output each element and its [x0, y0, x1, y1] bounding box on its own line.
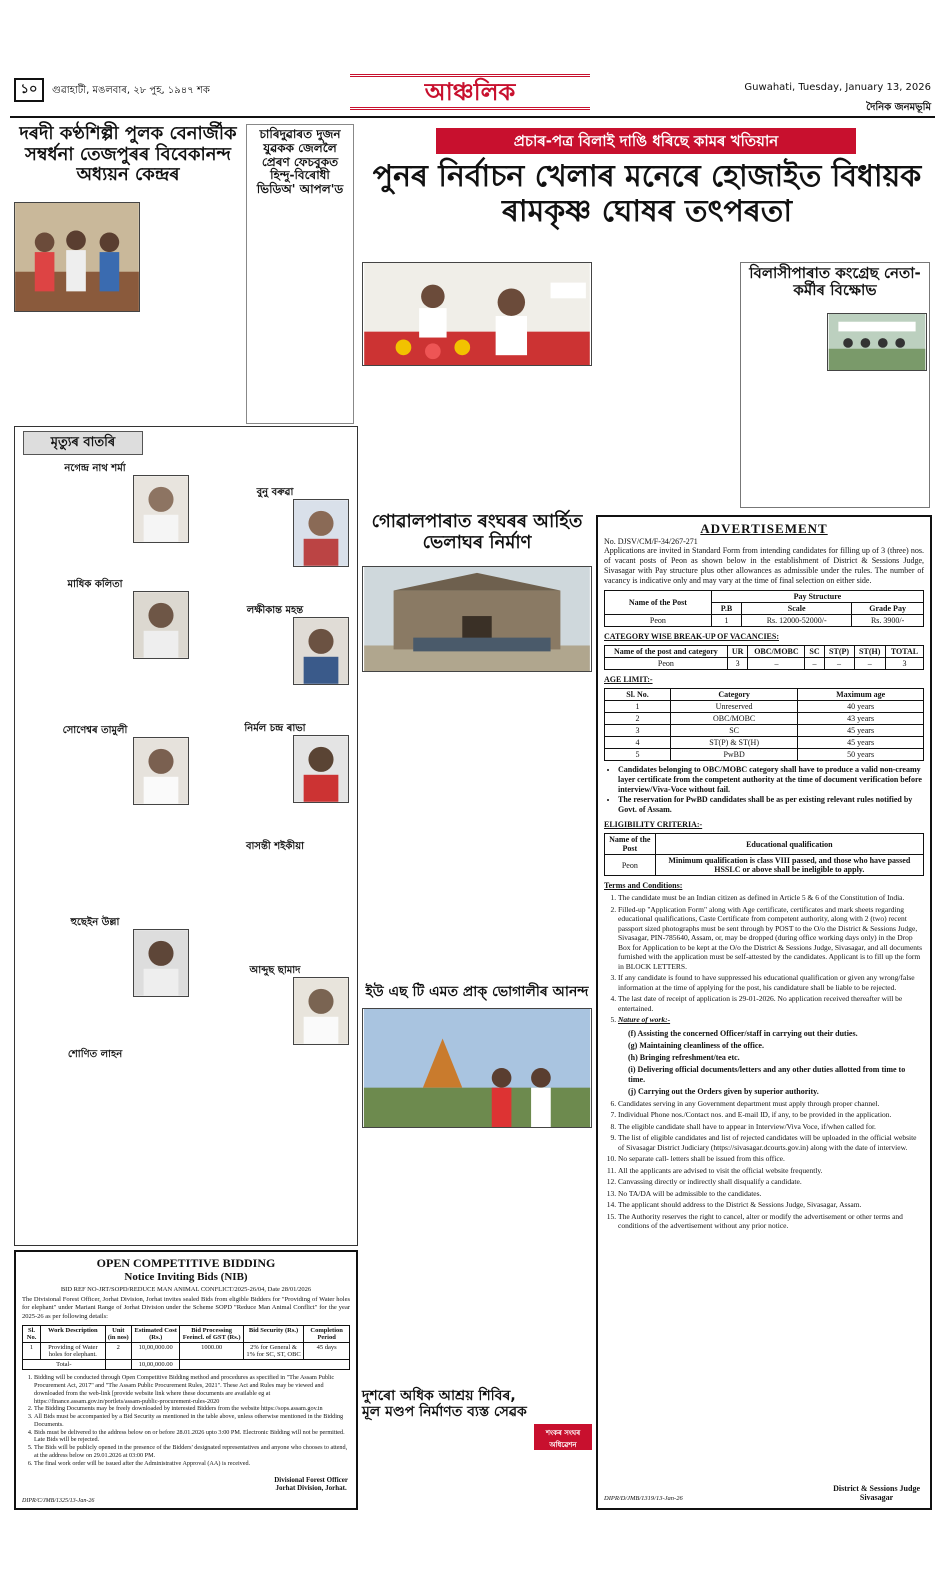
work-item: (f) Assisting the concerned Officer/staff in carrying out their duties.: [628, 1028, 858, 1038]
date-english: Guwahati, Tuesday, January 13, 2026: [744, 82, 931, 93]
obit-name: মাধিক কলিতা: [67, 579, 123, 590]
term-item-label: Nature of work:-: [618, 1015, 671, 1025]
bid-total-label: Total-: [23, 1360, 106, 1370]
ustm-headline: ইউ এছ টি এমত প্ৰাক্ ভোগালীৰ আনন্দ: [365, 984, 589, 1000]
story-shankar-sangha: [362, 1388, 592, 1510]
obit-name: আব্দুছ ছামাদ: [249, 965, 301, 976]
section-title: আঞ্চলিক: [350, 74, 590, 110]
masthead-rule: [10, 116, 935, 118]
age-cell: 40 years: [798, 701, 924, 713]
eligibility-cell: Peon: [605, 855, 656, 876]
category-header: SC: [805, 646, 824, 658]
obit-photo: [133, 475, 189, 543]
goalpara-body: [362, 676, 592, 982]
age-cell: Unreserved: [671, 701, 798, 713]
goalpara-photo: [362, 566, 592, 672]
age-cell: 45 years: [798, 725, 924, 737]
age-cell: 4: [605, 737, 671, 749]
video-body: [250, 195, 350, 420]
age-table: [604, 688, 924, 761]
tezpur-body: [14, 316, 242, 424]
bid-ref: BID REF NO-JRT/SOPD/REDUCE MAN ANIMAL CONFLICT/2025-26/04, Date 28/01/2026: [60, 1286, 312, 1293]
pay-header: Pay Structure: [711, 591, 923, 603]
category-cell: 3: [885, 658, 923, 670]
pay-header: P.B: [711, 603, 741, 615]
obit-name: সোণেশ্বৰ তামুলী: [62, 725, 128, 736]
obit-name: নিৰ্মল চন্দ্ৰ ৰাভা: [244, 723, 306, 734]
age-header: Sl. No.: [605, 689, 671, 701]
shankar-sangha-tag: শংকৰ সংঘৰ অধিৱেশন: [534, 1424, 592, 1450]
obit-text: [21, 667, 185, 717]
ad-code: DIPR/D/JMB/1319/13-Jan-26: [604, 1495, 683, 1502]
category-cell: –: [824, 658, 854, 670]
term-item: 2. Filled-up "Application Form" along with Age certificate, certificates and mark sheets regarding educational qualifications, Caste Certificate from competent authority, along with 2 (two) recent passport sized photographs must be sent through by POST to the O/o the District & Sessions Judge, Sivasagar, PIN-785640, Assam, or, may be dropped (during office working days only) in the Drop Box for Application to be kept at the O/o the District & Sessions Judge, Sivasagar, and all documents furnished with the application must be self-attested by the candidates. Applicant is to fill up the form in BLOCK LETTERS.: [618, 905, 924, 972]
bid-header: Bid Processing Feeincl. of GST (Rs.): [180, 1326, 243, 1343]
bid-header: Sl. No.: [23, 1326, 41, 1343]
work-item: (i) Delivering official documents/letters and any other duties allotted from time to time.: [628, 1064, 906, 1084]
ad-signature: District & Sessions Judge Sivasagar: [833, 1484, 920, 1502]
work-item: (j) Carrying out the Orders given by superior authority.: [628, 1086, 819, 1096]
obituaries-section: [14, 426, 358, 1246]
bid-table: [22, 1325, 350, 1370]
obit-photo: [293, 735, 349, 803]
age-header: Maximum age: [798, 689, 924, 701]
bid-cell: 2: [105, 1343, 131, 1360]
age-cell: 5: [605, 749, 671, 761]
ustm-body: [362, 1132, 592, 1384]
ad-title: ADVERTISEMENT: [700, 521, 828, 536]
tezpur-headline: দৰদী কণ্ঠশিল্পী পুলক বেনাৰ্জীক সম্বৰ্ধনা তেজপুৰৰ বিবেকানন্দ অধ্যয়ন কেন্দ্ৰৰ: [19, 123, 237, 186]
story-bilasipara: [740, 262, 930, 508]
lead-headline: পুনৰ নিৰ্বাচন খেলাৰ মনেৰে হোজাইত বিধায়ক ৰামকৃষ্ণ ঘোষৰ তৎপৰতা: [372, 159, 922, 229]
bid-header: Bid Security (Rs.): [243, 1326, 304, 1343]
category-header: Name of the post and category: [605, 646, 728, 658]
term-item: 14. The applicant should address to the District & Sessions Judge, Sivasagar, Assam.: [618, 1200, 924, 1210]
bid-notes: [34, 1374, 350, 1467]
work-item: (h) Bringing refreshment/tea etc.: [628, 1052, 740, 1062]
age-cell: 43 years: [798, 713, 924, 725]
bid-note: 2. The Bidding Documents may be freely downloaded by interested Bidders from the website https://sops.assam.gov.in: [34, 1405, 350, 1413]
tezpur-body-side: [144, 202, 242, 312]
age-cell: 45 years: [798, 737, 924, 749]
advertisement: [596, 515, 932, 1510]
lead-body: [362, 370, 592, 508]
category-header: OBC/MOBC: [748, 646, 805, 658]
eligibility-header: Educational qualification: [655, 834, 923, 855]
bid-total-value: 10,00,000.00: [131, 1360, 180, 1370]
bid-cell: Providing of Water holes for elephant.: [41, 1343, 105, 1360]
bid-header: Unit (in nos): [105, 1326, 131, 1343]
term-item: 12. Canvassing directly or indirectly shall disqualify a candidate.: [618, 1177, 924, 1187]
term-item: 15. The Authority reserves the right to cancel, alter or modify the advertisement or other terms and conditions of the advertisement without any prior notice.: [618, 1212, 924, 1231]
category-cell: 3: [727, 658, 748, 670]
age-cell: 3: [605, 725, 671, 737]
obit-photo: [293, 617, 349, 685]
shankar-sangha-body: [362, 1430, 530, 1510]
category-table: [604, 645, 924, 670]
category-header: UR: [727, 646, 748, 658]
obit-name: শোণিত লাহন: [67, 1049, 123, 1060]
obit-text: [21, 1067, 185, 1237]
term-item: 10. No separate call- letters shall be issued from this office.: [618, 1154, 924, 1164]
obit-photo: [133, 591, 189, 659]
tezpur-photo: [14, 202, 140, 312]
story-video: [246, 124, 354, 424]
obit-name: হুছেইন উল্লা: [70, 917, 120, 928]
bid-cell: 2% for General & 1% for SC, ST, OBC: [243, 1343, 304, 1360]
obit-photo: [133, 737, 189, 805]
bid-cell: 45 days: [304, 1343, 350, 1360]
terms-list: [618, 893, 924, 1231]
bid-code: DIPR/C/JMB/1325/13-Jan-26: [22, 1498, 95, 1504]
ustm-photo: [362, 1008, 592, 1128]
video-headline: চাৰিদুৱাৰত দুজন যুৱকক জেললৈ প্ৰেৰণ ফেচবুকত হিন্দু-বিৰোধী ভিডিঅ' আপল'ড: [256, 127, 344, 197]
bid-signature: Divisional Forest Officer Jorhat Division, Jorhat.: [274, 1476, 348, 1492]
bid-note: 5. The Bids will be publicly opened in the presence of the Bidders' designated representatives and anyone who chooses to attend, at the address below on 29.01.2026 at 03:00 PM.: [34, 1444, 350, 1460]
pay-cell: Rs. 12000-52000/-: [742, 615, 852, 627]
age-cell: PwBD: [671, 749, 798, 761]
category-cell: Peon: [605, 658, 728, 670]
category-header: ST(H): [854, 646, 885, 658]
ad-ref: No. DJSV/CM/F-34/267-271: [604, 537, 698, 546]
story-goalpara: [362, 512, 592, 982]
ad-bullet: • Candidates belonging to OBC/MOBC category shall have to produce a valid non-creamy layer certificate from the competent authority at the time of document verification before interview/Viva-Voce without fail.: [618, 765, 924, 795]
bid-intro: The Divisional Forest Officer, Jorhat Division, Jorhat invites sealed Bids from eligible Bidders for "Providing of Water holes for elephant" under Mariani Range of Jorhat Division under the Scheme SOPD "Reduce Man Animal Conflict" for the year 2025-26 as per following details:: [22, 1296, 350, 1320]
obit-photo: [133, 929, 189, 997]
ad-bullets: [618, 765, 924, 815]
age-header: Category: [671, 689, 798, 701]
category-header: ST(P): [824, 646, 854, 658]
page-number: ১০: [14, 78, 44, 102]
age-cell: 2: [605, 713, 671, 725]
eligibility-cell: Minimum qualification is class VIII passed, and those who have passed HSSLC or above shall be ineligible to apply.: [655, 855, 923, 876]
terms-title: Terms and Conditions:: [604, 881, 683, 890]
bid-cell: 10,00,000.00: [131, 1343, 180, 1360]
pay-header: Scale: [742, 603, 852, 615]
obit-name: বাসন্তী শইকীয়া: [245, 841, 305, 852]
obit-name: লক্ষীকান্ত মহন্ত: [246, 605, 304, 616]
term-item: 7. Individual Phone nos./Contact nos. and E-mail ID, if any, to be provided in the application.: [618, 1110, 924, 1120]
term-item: 1. The candidate must be an Indian citizen as defined in Article 5 & 6 of the Constitution of India.: [618, 893, 924, 903]
bilasipara-photo: [827, 313, 927, 371]
pay-cell: Rs. 3900/-: [852, 615, 924, 627]
obit-photo: [293, 499, 349, 567]
term-item: 9. The list of eligible candidates and list of rejected candidates will be uploaded in the official website of Sivasagar District Judiciary (https://sivasagar.dcourts.gov.in) along with the date of interview.: [618, 1133, 924, 1152]
date-assamese: গুৱাহাটী, মঙলবাৰ, ২৮ পুহ, ১৯৪৭ শক: [52, 85, 210, 96]
term-item: 6. Candidates serving in any Government department must apply through proper channel.: [618, 1099, 924, 1109]
lead-kicker: প্ৰচাৰ-পত্ৰ বিলাই দাঙি ধৰিছে কামৰ খতিয়ান: [436, 128, 856, 154]
pay-header: Name of the Post: [605, 591, 712, 615]
age-cell: ST(P) & ST(H): [671, 737, 798, 749]
bid-header: Completion Period: [304, 1326, 350, 1343]
bidding-notice: [14, 1250, 358, 1510]
story-ustm: [362, 984, 592, 1384]
age-title: AGE LIMIT:-: [604, 675, 653, 684]
eligibility-table: [604, 833, 924, 876]
term-item: 11. All the applicants are advised to visit the official website frequently.: [618, 1166, 924, 1176]
category-title: CATEGORY WISE BREAK-UP OF VACANCIES:: [604, 632, 780, 641]
obit-photo: [293, 977, 349, 1045]
bid-subtitle: Notice Inviting Bids (NIB): [124, 1271, 248, 1283]
bilasipara-headline: বিলাসীপাৰাত কংগ্ৰেছ নেতা-কৰ্মীৰ বিক্ষোভ: [749, 264, 921, 300]
bid-header: Work Description: [41, 1326, 105, 1343]
term-item: 3. If any candidate is found to have suppressed his educational qualification or given any wrong/false information at the time of applying for the post, his candidature shall be liable to be rejected.: [618, 973, 924, 992]
shankar-sangha-headline: দুশৰো অধিক আশ্ৰয় শিবিৰ, মূল মণ্ডপ নিৰ্মাণত ব্যস্ত সেৱক: [362, 1388, 527, 1421]
eligibility-title: ELIGIBILITY CRITERIA:-: [604, 820, 703, 829]
term-item: 4. The last date of receipt of application is 29-01-2026. No application received thereafter will be entertained.: [618, 994, 924, 1013]
ad-bullet: • The reservation for PwBD candidates shall be as per existing relevant rules notified by Govt. of Assam.: [618, 795, 924, 815]
bid-cell: 1: [23, 1343, 41, 1360]
age-cell: 50 years: [798, 749, 924, 761]
lead-body-continued: [596, 262, 736, 508]
lead-photo: [362, 262, 592, 366]
story-tezpur: [14, 124, 242, 424]
age-cell: SC: [671, 725, 798, 737]
bid-note: 1. Bidding will be conducted through Open Competitive Bidding method and procedures as specified in "The Assam Public Procurement Act, 2017" and "The Assam Public Procurement Rules, 2021". These Act and Rules may be viewed and downloaded from the web-link [provide website link where these documents are available eg at https://finance.assam.gov.in/portlets/assam-public-procurement-rules-2020: [34, 1374, 350, 1405]
pay-cell: 1: [711, 615, 741, 627]
work-list: [628, 1029, 924, 1097]
bid-header: Estimated Cost (Rs.): [131, 1326, 180, 1343]
term-item: 8. The eligible candidate shall have to appear in Interview/Viva Voce, if/when called for.: [618, 1122, 924, 1132]
category-cell: –: [748, 658, 805, 670]
eligibility-header: Name of the Post: [605, 834, 656, 855]
age-cell: 1: [605, 701, 671, 713]
bid-cell: 1000.00: [180, 1343, 243, 1360]
bid-note: 4. Bids must be delivered to the address below on or before 28.01.2026 upto 3:00 PM. Electronic Bidding will not be permitted. Late Bids will be rejected.: [34, 1429, 350, 1445]
ad-intro: Applications are invited in Standard Form from intending candidates for filling up of 3 (three) nos. of vacant posts of Peon as shown below in the establishment of District & Sessions Judge, Sivasagar with Pay structure plus other allowances as admissible under the rules. The number of vacancy is indicative only and may vary at the time of final selection on either side.: [604, 546, 924, 585]
category-header: TOTAL: [885, 646, 923, 658]
pay-table: [604, 590, 924, 627]
paper-name: দৈনিক জনমভূমি: [866, 102, 931, 113]
goalpara-headline: গোৱালপাৰাত ৰংঘৰৰ আৰ্হিত ভেলাঘৰ নিৰ্মাণ: [371, 511, 583, 553]
term-item: [618, 1015, 924, 1097]
work-item: (g) Maintaining cleanliness of the office.: [628, 1040, 764, 1050]
category-cell: –: [854, 658, 885, 670]
pay-cell: Peon: [605, 615, 712, 627]
bid-note: 6. The final work order will be issued after the Administrative Approval (AA) is received.: [34, 1460, 350, 1468]
age-cell: OBC/MOBC: [671, 713, 798, 725]
term-item: 13. No TA/DA will be admissible to the candidates.: [618, 1189, 924, 1199]
obit-name: বুনু বৰুৱা: [256, 487, 294, 498]
bilasipara-body: [745, 313, 825, 503]
pay-header: Grade Pay: [852, 603, 924, 615]
category-cell: –: [805, 658, 824, 670]
obituaries-title: মৃত্যুৰ বাতৰি: [23, 431, 143, 455]
obit-name: নগেন্দ্ৰ নাথ শৰ্মা: [64, 463, 126, 474]
bid-title: OPEN COMPETITIVE BIDDING: [96, 1256, 276, 1270]
masthead: [10, 78, 935, 116]
bid-note: 3. All Bids must be accompanied by a Bid Security as mentioned in the table above, unless otherwise mentioned in the Bidding Documents.: [34, 1413, 350, 1429]
